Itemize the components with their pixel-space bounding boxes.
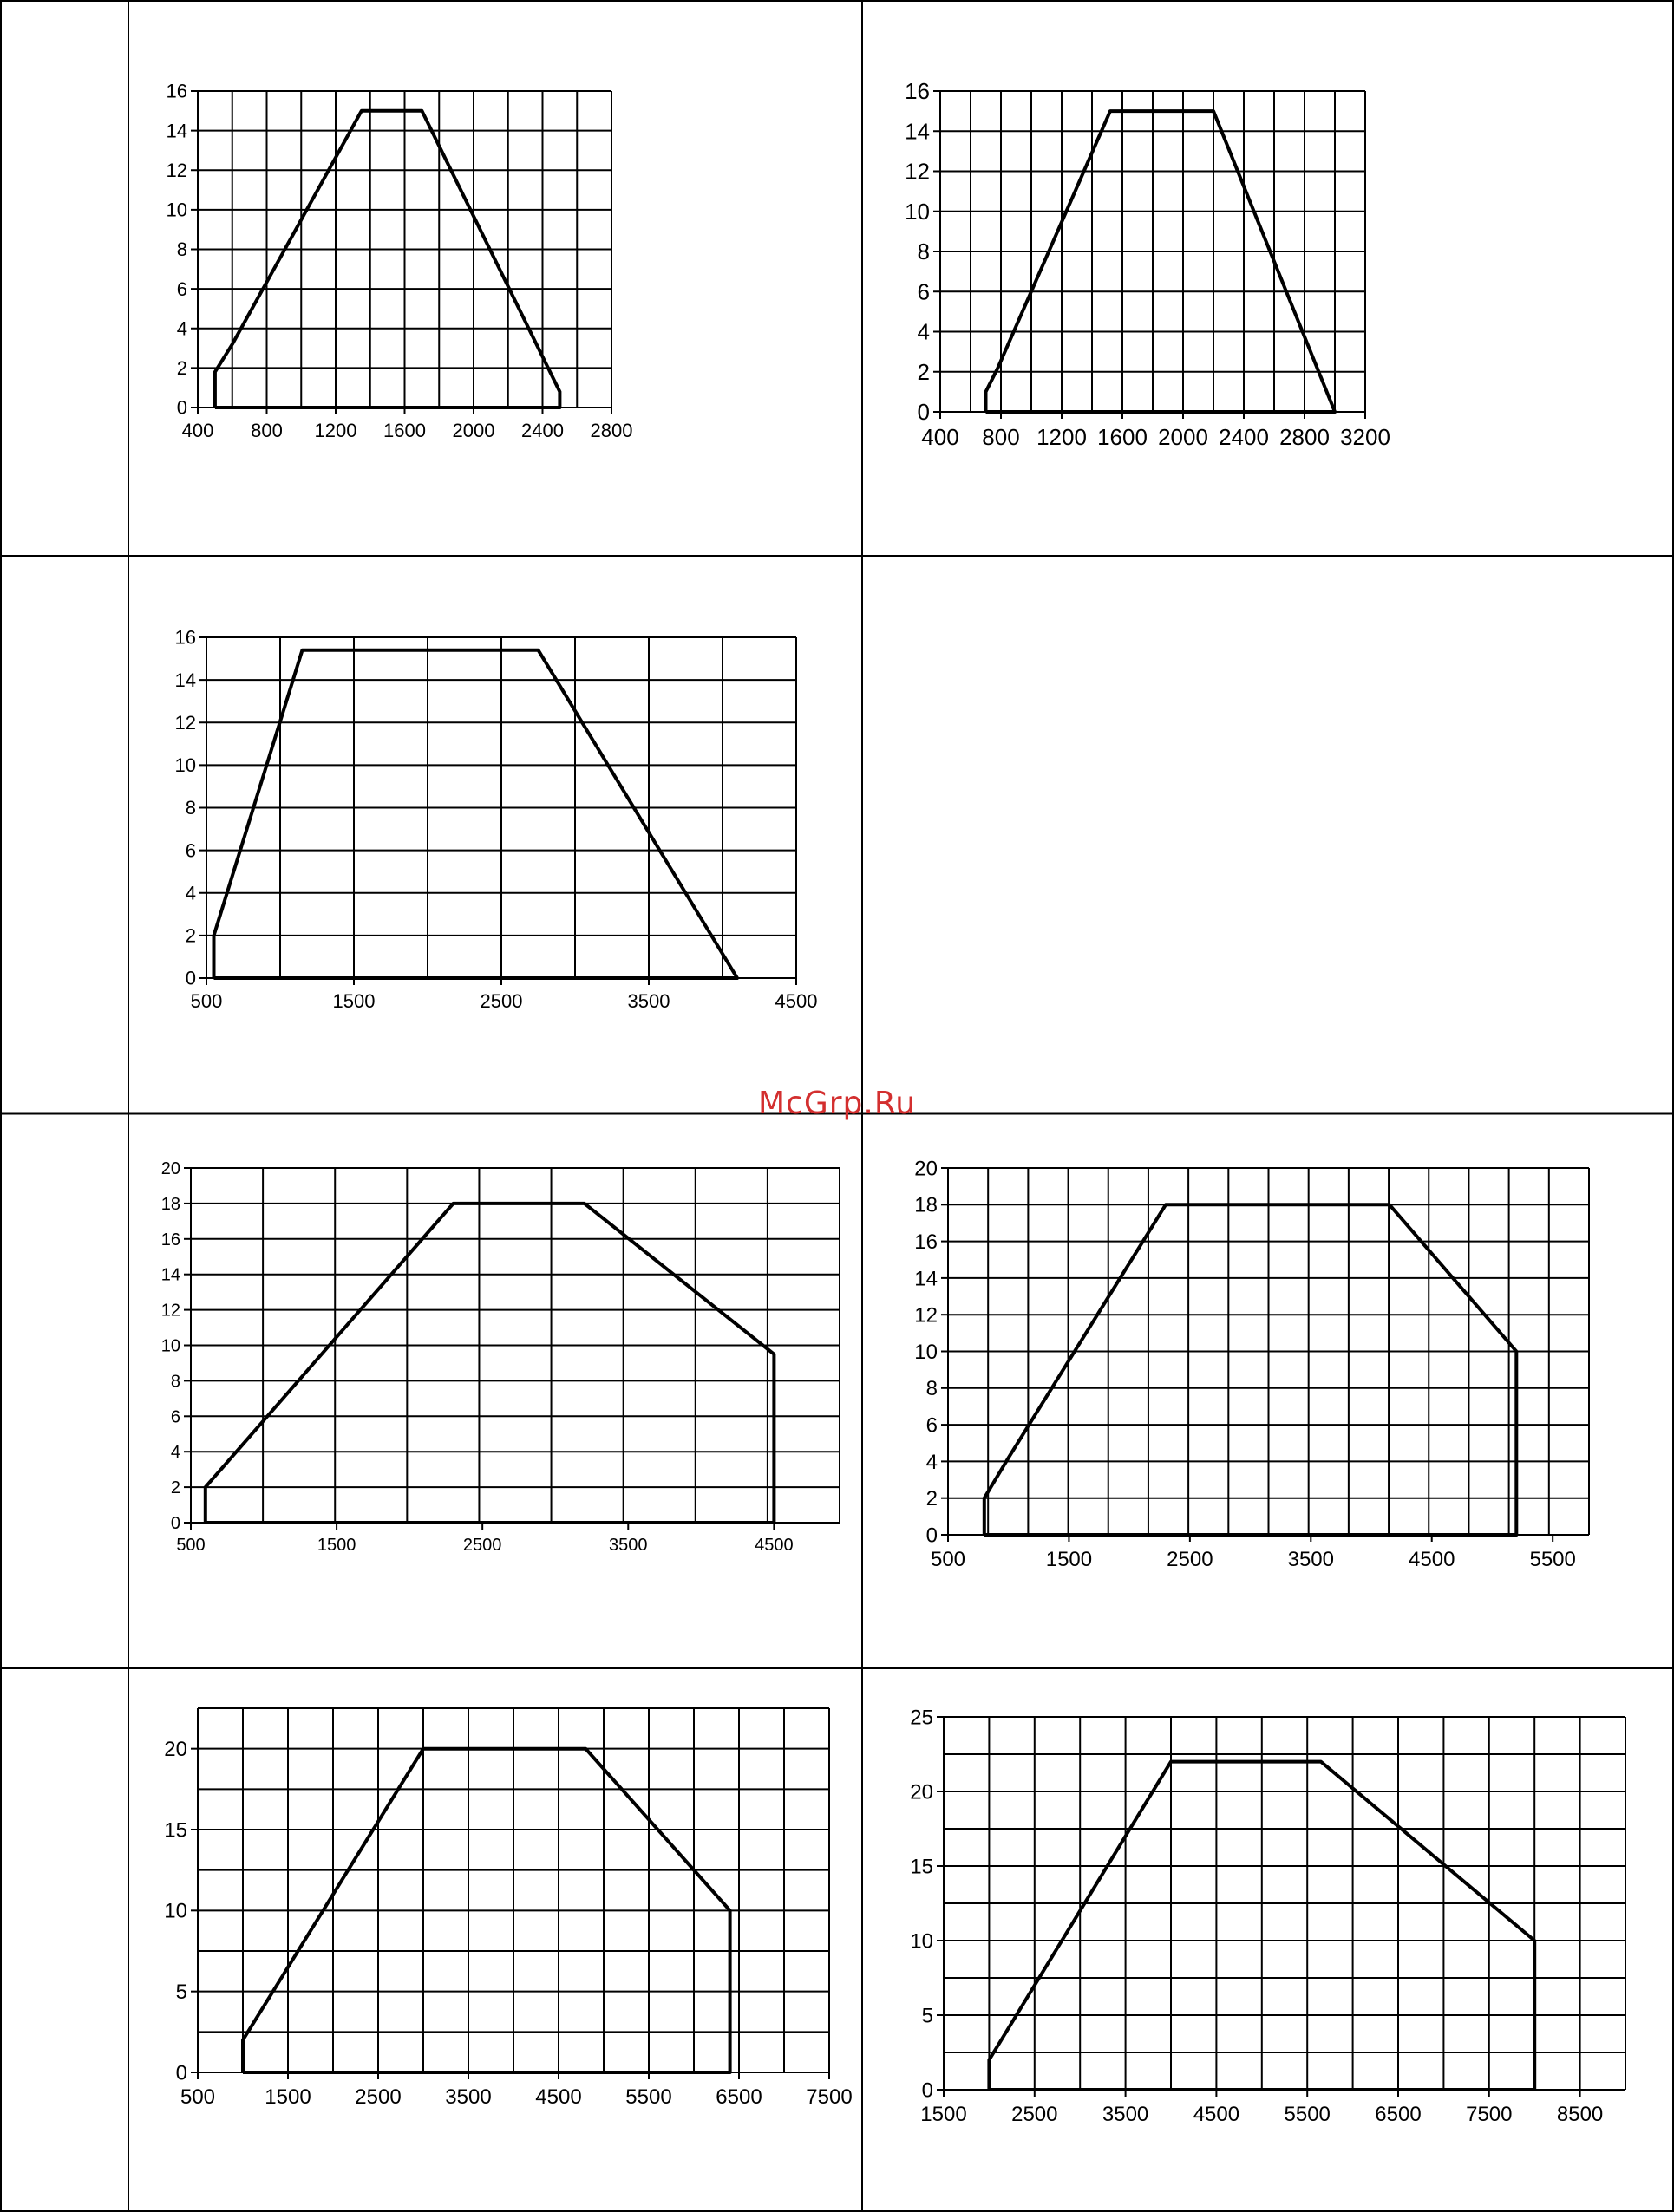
- y-tick-label: 12: [905, 158, 930, 185]
- chart-1: [130, 52, 859, 503]
- series-outline: [214, 650, 738, 978]
- x-tick-label: 500: [176, 1536, 206, 1555]
- x-tick-label: 1600: [383, 420, 426, 441]
- x-tick-label: 3500: [1287, 1548, 1334, 1571]
- y-tick-label: 20: [160, 1159, 180, 1178]
- x-tick-label: 2000: [452, 420, 495, 441]
- y-tick-label: 14: [166, 120, 187, 142]
- y-tick-label: 0: [921, 2078, 933, 2103]
- y-tick-label: 2: [170, 1478, 180, 1498]
- y-tick-label: 14: [174, 669, 196, 691]
- y-tick-label: 6: [925, 1413, 938, 1438]
- y-tick-label: 16: [174, 626, 196, 649]
- x-tick-label: 4500: [755, 1536, 794, 1555]
- y-tick-label: 0: [170, 1514, 180, 1533]
- x-tick-label: 800: [251, 420, 283, 441]
- y-tick-label: 4: [176, 317, 187, 340]
- x-tick-label: 1500: [265, 2085, 311, 2109]
- x-tick-label: 2500: [462, 1536, 502, 1555]
- y-tick-label: 4: [917, 318, 930, 345]
- y-tick-label: 2: [176, 357, 187, 380]
- y-tick-label: 16: [160, 1230, 180, 1250]
- x-tick-label: 4500: [1409, 1548, 1455, 1571]
- x-tick-label: 2400: [1219, 424, 1269, 450]
- y-tick-label: 0: [185, 967, 196, 989]
- x-tick-label: 6500: [1375, 2103, 1422, 2126]
- y-tick-label: 0: [925, 1524, 938, 1548]
- x-tick-label: 2500: [1011, 2103, 1058, 2126]
- y-tick-label: 18: [914, 1193, 938, 1217]
- y-tick-label: 20: [164, 1738, 187, 1762]
- x-tick-label: 3500: [609, 1536, 648, 1555]
- x-tick-label: 8500: [1556, 2103, 1604, 2126]
- y-tick-label: 2: [925, 1487, 938, 1511]
- y-tick-label: 10: [160, 1336, 180, 1356]
- x-tick-label: 7500: [1466, 2103, 1513, 2126]
- chart-4: [130, 1145, 859, 1561]
- x-tick-label: 4500: [535, 2085, 582, 2109]
- y-tick-label: 2: [185, 924, 196, 947]
- y-tick-label: 12: [166, 159, 187, 181]
- y-tick-label: 0: [176, 396, 187, 419]
- y-tick-label: 14: [160, 1265, 180, 1285]
- x-tick-label: 4500: [1193, 2103, 1240, 2126]
- y-tick-label: 16: [905, 78, 930, 105]
- x-tick-label: 400: [181, 420, 214, 441]
- x-tick-label: 2800: [590, 420, 633, 441]
- x-tick-label: 5500: [1284, 2103, 1331, 2126]
- y-tick-label: 12: [914, 1303, 938, 1328]
- x-tick-label: 5500: [1529, 1548, 1576, 1571]
- y-tick-label: 12: [160, 1301, 180, 1321]
- y-tick-label: 0: [175, 2061, 187, 2085]
- y-tick-label: 8: [176, 238, 187, 261]
- x-tick-label: 2500: [355, 2085, 402, 2109]
- y-tick-label: 10: [164, 1899, 187, 1923]
- y-tick-label: 15: [164, 1818, 187, 1843]
- y-tick-label: 8: [917, 238, 930, 265]
- x-tick-label: 1200: [1036, 424, 1087, 450]
- y-tick-label: 5: [175, 1980, 187, 2005]
- y-tick-label: 10: [166, 199, 187, 221]
- watermark: McGrp.Ru: [757, 1086, 917, 1121]
- x-tick-label: 1200: [314, 420, 357, 441]
- y-tick-label: 10: [174, 754, 196, 777]
- x-tick-label: 2000: [1158, 424, 1208, 450]
- y-tick-label: 14: [914, 1267, 938, 1291]
- x-tick-label: 2500: [480, 990, 523, 1012]
- y-tick-label: 16: [166, 80, 187, 102]
- x-tick-label: 7500: [806, 2085, 853, 2109]
- x-tick-label: 1500: [920, 2103, 967, 2126]
- x-tick-label: 5500: [625, 2085, 672, 2109]
- y-tick-label: 15: [910, 1855, 933, 1879]
- x-tick-label: 3200: [1340, 424, 1390, 450]
- x-tick-label: 1500: [1045, 1548, 1093, 1571]
- y-tick-label: 20: [910, 1780, 933, 1804]
- x-tick-label: 2800: [1279, 424, 1330, 450]
- y-tick-label: 2: [917, 358, 930, 385]
- y-tick-label: 20: [914, 1157, 938, 1181]
- x-tick-label: 500: [180, 2085, 216, 2109]
- y-tick-label: 12: [174, 711, 196, 734]
- y-tick-label: 8: [185, 797, 196, 819]
- x-tick-label: 3500: [445, 2085, 492, 2109]
- y-tick-label: 6: [917, 278, 930, 305]
- y-tick-label: 10: [914, 1340, 938, 1364]
- y-tick-label: 4: [185, 882, 196, 904]
- x-tick-label: 500: [190, 990, 223, 1012]
- x-tick-label: 3500: [627, 990, 670, 1012]
- y-tick-label: 4: [170, 1443, 180, 1463]
- x-tick-label: 6500: [716, 2085, 762, 2109]
- y-tick-label: 6: [170, 1407, 180, 1427]
- x-tick-label: 2400: [521, 420, 564, 441]
- y-tick-label: 10: [910, 1929, 933, 1954]
- y-tick-label: 5: [921, 2004, 933, 2028]
- x-tick-label: 3500: [1102, 2103, 1149, 2126]
- series-outline: [986, 111, 1336, 412]
- x-tick-label: 2500: [1167, 1548, 1213, 1571]
- chart-7: [864, 1691, 1671, 2150]
- series-outline: [206, 1204, 775, 1523]
- x-tick-label: 1500: [332, 990, 376, 1012]
- y-tick-label: 10: [905, 198, 930, 225]
- x-tick-label: 400: [921, 424, 959, 450]
- chart-6: [130, 1691, 859, 2150]
- y-tick-label: 8: [925, 1377, 938, 1401]
- y-tick-label: 6: [185, 839, 196, 862]
- y-tick-label: 14: [905, 118, 930, 145]
- series-outline: [984, 1204, 1517, 1535]
- y-tick-label: 16: [914, 1230, 938, 1254]
- y-tick-label: 25: [910, 1706, 933, 1730]
- chart-2: [864, 52, 1671, 503]
- y-tick-label: 0: [917, 399, 930, 426]
- x-tick-label: 4500: [775, 990, 818, 1012]
- y-tick-label: 4: [925, 1450, 938, 1474]
- x-tick-label: 500: [930, 1548, 966, 1571]
- y-tick-label: 18: [160, 1194, 180, 1214]
- y-tick-label: 6: [176, 277, 187, 300]
- x-tick-label: 800: [982, 424, 1020, 450]
- y-tick-label: 8: [170, 1372, 180, 1392]
- chart-3: [130, 607, 859, 1058]
- x-tick-label: 1500: [317, 1536, 356, 1555]
- x-tick-label: 1600: [1097, 424, 1148, 450]
- chart-5: [864, 1145, 1671, 1595]
